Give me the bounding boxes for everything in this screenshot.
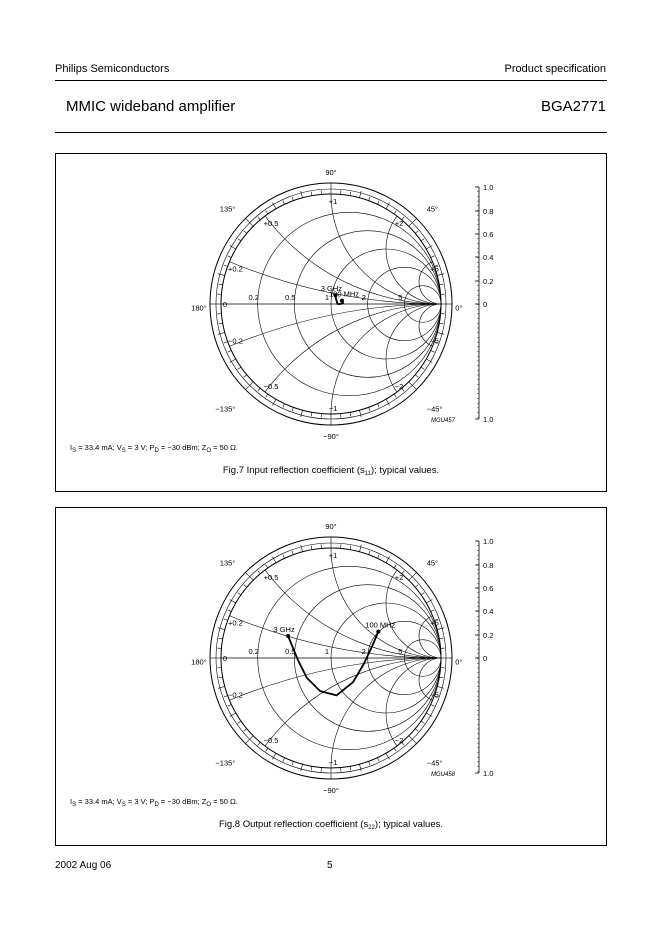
angle-tick [238,721,241,723]
angle-label: −90° [323,432,339,441]
angle-tick [409,736,417,744]
angle-tick [311,412,312,416]
marker-3ghz [286,634,290,638]
scale-label: 1.0 [483,537,494,546]
angle-tick [369,197,370,201]
angle-label: 135° [219,558,236,568]
angle-tick [421,239,424,241]
scale-label: 1.0 [483,183,494,192]
reactance-label: +5 [430,618,439,628]
angle-tick [439,638,443,639]
angle-tick [409,572,417,580]
angle-tick [218,628,225,630]
angle-label: −45° [426,404,443,414]
angle-tick [431,350,435,352]
angle-tick [311,546,312,550]
angle-label: −135° [215,404,236,414]
angle-tick [369,551,370,555]
reactance-label: −5 [430,690,439,700]
angle-tick [415,585,418,588]
reactance-label: −5 [430,336,439,346]
angle-tick [244,729,247,732]
angle-tick [219,284,223,285]
angle-tick [394,748,396,751]
angle-tick [369,407,370,411]
header-rule-top [55,80,607,81]
resistance-label: 1 [324,647,330,656]
reactance-arc [386,304,496,414]
reactance-arc [56,304,606,491]
scale-label: 0.6 [483,584,494,593]
figure-caption: Fig.8 Output reflection coefficient $(s_{22})$; typical values. [218,819,444,831]
angle-tick [359,410,361,417]
angle-tick [283,404,285,408]
angle-tick [437,274,444,276]
angle-tick [238,593,241,595]
header-rule-bottom [55,132,607,133]
angle-tick [431,704,435,706]
angle-tick [431,610,435,612]
angle-tick [421,593,424,595]
angle-tick [359,545,361,552]
angle-label: 90° [325,522,337,531]
reactance-arc [221,508,606,658]
angle-tick [244,231,247,234]
angle-tick [292,551,293,555]
part-number: BGA2771 [540,98,606,115]
reactance-label: −1 [328,404,338,413]
angle-tick [350,546,351,550]
angle-tick [266,748,268,751]
angle-label: 135° [219,204,236,214]
angle-tick [394,565,396,568]
resistance-label: 5 [398,293,403,302]
reactance-arc [328,304,551,491]
scale-label: 0.4 [483,607,494,616]
angle-tick [350,412,351,416]
reactance-label: +1 [328,197,338,206]
figure-7 [55,153,607,492]
angle-tick [394,394,396,397]
reactance-arc [221,658,606,845]
reactance-arc [386,658,496,768]
angle-tick [377,758,379,762]
resistance-label: 0.2 [248,293,259,302]
footer-date: 2002 Aug 06 [55,860,112,871]
angle-tick [244,375,247,378]
angle-label: 0° [455,303,463,313]
angle-label: −135° [215,758,236,768]
resistance-label: 2 [361,647,366,656]
angle-tick [245,736,253,744]
angle-tick [218,332,225,334]
marker-100mhz [376,630,380,634]
angle-tick [283,201,285,205]
angle-tick [244,585,247,588]
angle-tick [409,382,417,390]
angle-tick [415,729,418,732]
angle-tick [245,382,253,390]
scale-label: 0 [483,300,488,309]
angle-tick [301,764,303,771]
angle-tick [437,686,444,688]
scale-label: 0.2 [483,631,494,640]
reactance-label: −2 [394,382,404,391]
angle-tick [439,677,443,678]
angle-tick [245,218,253,226]
angle-tick [415,231,418,234]
angle-tick [218,686,225,688]
angle-tick [245,572,253,580]
angle-tick [431,256,435,258]
reactance-label: +0.5 [263,573,279,582]
angle-tick [283,758,285,762]
scale-label: 0.2 [483,277,494,286]
angle-tick [219,677,223,678]
angle-tick [218,274,225,276]
angle-tick [439,284,443,285]
reactance-label: +2 [394,573,404,582]
angle-tick [311,766,312,770]
angle-tick [266,565,268,568]
reflection-trace [288,632,378,696]
reactance-arc [386,194,496,304]
reactance-label: −1 [328,758,338,767]
angle-tick [238,239,241,241]
angle-tick [258,388,261,391]
angle-tick [292,761,293,765]
measurement-conditions: $I_S = 33.4$ mA; $V_S = 3$ V; $P_D = -30$ dBm; $Z_O = 50$ Ω. [70,797,238,808]
figure-caption: Fig.7 Input reflection coefficient $(s_{11})$; typical values. [222,465,440,477]
angle-label: 180° [191,303,207,313]
angle-tick [301,545,303,552]
scale-label: 1.0 [483,769,494,778]
reactance-label: +0.5 [263,219,279,228]
angle-tick [228,350,232,352]
angle-tick [415,375,418,378]
angle-tick [301,410,303,417]
angle-label: 45° [426,204,439,214]
angle-tick [238,367,241,369]
scale-label: 0.8 [483,561,494,570]
reactance-arc [328,658,551,845]
reactance-arc [328,154,551,304]
reactance-label: −0.5 [263,736,279,745]
document-type: Product specification [504,63,606,75]
resistance-label: 5 [398,647,403,656]
measurement-conditions: $I_S = 33.4$ mA; $V_S = 3$ V; $P_D = -30$ dBm; $Z_O = 50$ Ω. [70,443,238,454]
document-title: MMIC wideband amplifier [66,98,236,115]
scale-label: 0.8 [483,207,494,216]
marker-label-3ghz: 3 GHz [273,625,295,634]
angle-tick [258,571,261,574]
angle-tick [258,217,261,220]
resistance-label: 0.5 [285,647,296,656]
angle-tick [292,197,293,201]
resistance-label: 0 [222,654,228,663]
reactance-label: +0.2 [228,618,243,628]
angle-tick [437,332,444,334]
angle-tick [228,256,232,258]
smith-chart-s11 [56,154,606,491]
reactance-arc [221,154,606,304]
angle-tick [437,628,444,630]
angle-tick [359,764,361,771]
figure-id: MGU458 [430,772,456,778]
angle-label: 45° [426,558,439,568]
reactance-label: −0.2 [228,336,243,346]
reactance-arc [386,548,496,658]
reactance-label: +1 [328,551,338,560]
angle-tick [311,192,312,196]
reactance-label: +0.2 [228,264,243,274]
resistance-label: 0.5 [285,293,296,302]
angle-tick [258,742,261,745]
angle-tick [394,211,396,214]
resistance-label: 0.2 [248,647,259,656]
scale-label: 0.4 [483,253,494,262]
angle-tick [266,394,268,397]
angle-tick [409,218,417,226]
angle-tick [377,404,379,408]
angle-tick [283,555,285,559]
figure-8 [55,507,607,846]
angle-tick [266,211,268,214]
page-number: 5 [327,860,333,871]
angle-tick [219,323,223,324]
angle-tick [219,638,223,639]
angle-label: −90° [323,786,339,795]
marker-100mhz [340,299,344,303]
angle-label: 90° [325,168,337,177]
angle-tick [377,555,379,559]
angle-tick [301,191,303,198]
angle-tick [359,191,361,198]
resistance-label: 0 [222,300,228,309]
resistance-label: 1 [324,293,330,302]
angle-label: −45° [426,758,443,768]
reactance-label: +5 [430,264,439,274]
angle-tick [350,766,351,770]
angle-tick [350,192,351,196]
marker-label-100mhz: 100 MHz [328,289,360,299]
reactance-label: −2 [394,736,404,745]
smith-chart-s22 [56,508,606,845]
scale-label: 0 [483,654,488,663]
reactance-arc [56,658,606,845]
reactance-label: +2 [394,219,404,228]
scale-label: 1.0 [483,415,494,424]
reactance-arc [328,508,551,658]
marker-label-3ghz: 3 GHz [320,284,343,294]
figure-id: MGU457 [430,418,456,424]
angle-tick [292,407,293,411]
reactance-arc [221,304,606,491]
reactance-label: −0.5 [263,382,279,391]
angle-tick [377,201,379,205]
angle-tick [228,610,232,612]
angle-tick [421,721,424,723]
resistance-label: 2 [361,293,366,302]
angle-tick [228,704,232,706]
angle-tick [421,367,424,369]
marker-label-100mhz: 100 MHz [365,620,396,630]
reactance-label: −0.2 [228,690,243,700]
angle-label: 0° [455,657,463,667]
angle-label: 180° [191,657,207,667]
scale-label: 0.6 [483,230,494,239]
angle-tick [369,761,370,765]
company-name: Philips Semiconductors [55,63,170,75]
angle-tick [439,323,443,324]
